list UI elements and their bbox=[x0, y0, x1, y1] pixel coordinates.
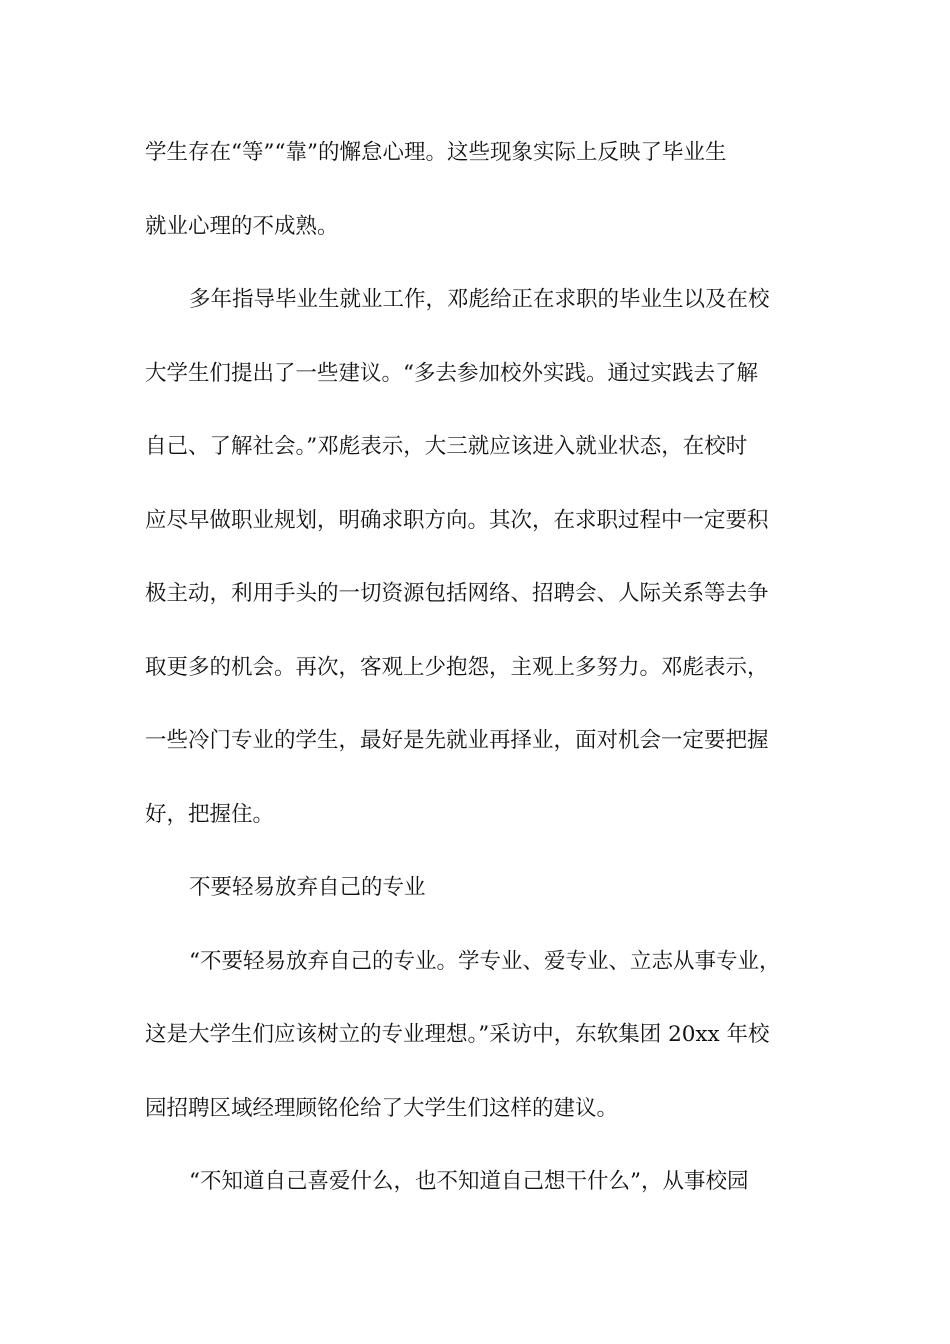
document-body bbox=[145, 128, 825, 1231]
text-line: 园招聘区域经理顾铭伦给了大学生们这样的建议。 bbox=[145, 1095, 619, 1121]
text-line: 学生存在“等”“靠”的懈怠心理。这些现象实际上反映了毕业生 bbox=[145, 140, 727, 165]
section-heading: 不要轻易放弃自己的专业 bbox=[189, 875, 426, 900]
text-line: 就业心理的不成熟。 bbox=[145, 213, 339, 239]
text-line: 大学生们提出了一些建议。“多去参加校外实践。通过实践去了解 bbox=[145, 360, 758, 386]
text-line: 自己、了解社会。”邓彪表示，大三就应该进入就业状态，在校时 bbox=[145, 434, 748, 459]
text-line: 应尽早做职业规划，明确求职方向。其次，在求职过程中一定要积 bbox=[145, 507, 769, 533]
text-line: 一些冷门专业的学生，最好是先就业再择业，面对机会一定要把握 bbox=[145, 728, 769, 753]
text-line: 取更多的机会。再次，客观上少抱怨，主观上多努力。邓彪表示， bbox=[145, 654, 769, 680]
text-line: 这是大学生们应该树立的专业理想。”采访中，东软集团 20xx 年校 bbox=[145, 1022, 770, 1047]
paragraph-start-line: “不知道自己喜爱什么，也不知道自己想干什么”，从事校园 bbox=[189, 1169, 749, 1194]
paragraph-start-line: “不要轻易放弃自己的专业。学专业、爱专业、立志从事专业， bbox=[189, 948, 781, 974]
text-line: 极主动，利用手头的一切资源包括网络、招聘会、人际关系等去争 bbox=[145, 581, 769, 606]
text-line: 好，把握住。 bbox=[145, 801, 275, 827]
paragraph-start-line: 多年指导毕业生就业工作，邓彪给正在求职的毕业生以及在校 bbox=[189, 287, 770, 312]
